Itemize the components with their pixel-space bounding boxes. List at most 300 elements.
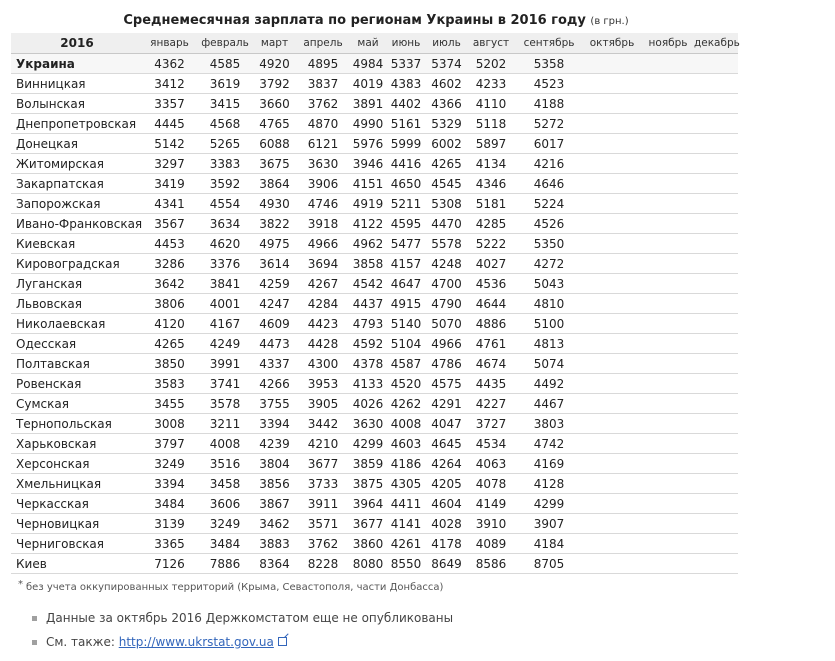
salary-cell [582,414,642,434]
salary-cell: 4810 [516,294,582,314]
salary-cell [642,334,694,354]
salary-cell: 3442 [295,414,351,434]
salary-cell: 5265 [196,134,254,154]
salary-cell: 4133 [351,374,385,394]
region-name: Львовская [11,294,143,314]
salary-cell: 3614 [254,254,295,274]
salary-cell: 3803 [516,414,582,434]
month-header: октябрь [582,33,642,54]
salary-cell: 7126 [143,554,196,574]
salary-cell [582,54,642,74]
month-header: июль [427,33,466,54]
salary-cell: 8705 [516,554,582,574]
salary-cell: 4966 [427,334,466,354]
salary-cell: 4026 [351,394,385,414]
salary-cell: 5181 [466,194,516,214]
salary-cell: 4261 [385,534,427,554]
month-header: май [351,33,385,54]
salary-cell: 4008 [196,434,254,454]
salary-cell: 5578 [427,234,466,254]
salary-cell: 4411 [385,494,427,514]
table-row [11,534,738,554]
salary-cell: 3911 [295,494,351,514]
salary-cell [642,294,694,314]
salary-cell: 8649 [427,554,466,574]
salary-cell [642,314,694,334]
salary-cell: 3484 [196,534,254,554]
salary-cell: 4915 [385,294,427,314]
salary-cell: 3297 [143,154,196,174]
salary-cell [694,534,738,554]
salary-cell [694,194,738,214]
salary-cell [642,554,694,574]
salary-cell: 4647 [385,274,427,294]
salary-cell [582,554,642,574]
table-row [11,454,738,474]
salary-cell: 4378 [351,354,385,374]
salary-cell [694,54,738,74]
salary-cell: 3804 [254,454,295,474]
month-header: август [466,33,516,54]
salary-cell [694,334,738,354]
salary-cell: 3850 [143,354,196,374]
region-name: Черновицкая [11,514,143,534]
salary-cell: 5211 [385,194,427,214]
salary-cell: 3412 [143,74,196,94]
salary-cell: 4272 [516,254,582,274]
salary-cell [694,514,738,534]
salary-cell: 3660 [254,94,295,114]
salary-cell: 4157 [385,254,427,274]
table-row [11,114,738,134]
table-row [11,274,738,294]
salary-cell: 4134 [466,154,516,174]
salary-cell: 8228 [295,554,351,574]
salary-cell: 4674 [466,354,516,374]
salary-cell: 3642 [143,274,196,294]
salary-cell: 5477 [385,234,427,254]
salary-cell [694,134,738,154]
ukrstat-link[interactable]: http://www.ukrstat.gov.ua [118,635,274,649]
salary-cell: 5976 [351,134,385,154]
salary-cell: 4078 [466,474,516,494]
salary-cell: 3458 [196,474,254,494]
salary-cell: 8586 [466,554,516,574]
salary-cell [694,394,738,414]
salary-cell [642,274,694,294]
salary-cell: 4027 [466,254,516,274]
salary-cell: 4962 [351,234,385,254]
salary-cell: 4267 [295,274,351,294]
list-item [30,630,453,654]
region-name: Полтавская [11,354,143,374]
salary-cell [642,54,694,74]
salary-cell: 3376 [196,254,254,274]
table-row [11,294,738,314]
salary-cell: 4249 [196,334,254,354]
table-row [11,134,738,154]
table-row [11,314,738,334]
salary-cell: 3484 [143,494,196,514]
salary-cell: 4470 [427,214,466,234]
salary-cell [694,374,738,394]
salary-cell: 4259 [254,274,295,294]
salary-cell: 4265 [427,154,466,174]
region-name: Ивано-Франковская [11,214,143,234]
salary-cell: 4786 [427,354,466,374]
salary-cell: 4523 [516,74,582,94]
table-row [11,354,738,374]
salary-cell: 3991 [196,354,254,374]
list-item [30,606,453,630]
salary-cell: 4089 [466,534,516,554]
salary-cell: 4167 [196,314,254,334]
salary-cell: 4492 [516,374,582,394]
salary-cell: 5272 [516,114,582,134]
salary-cell [582,154,642,174]
salary-cell [694,314,738,334]
salary-cell [694,454,738,474]
salary-cell [694,354,738,374]
month-header: ноябрь [642,33,694,54]
salary-cell [582,294,642,314]
salary-cell [694,274,738,294]
region-name: Ровенская [11,374,143,394]
salary-cell: 3860 [351,534,385,554]
salary-cell: 3592 [196,174,254,194]
salary-cell [582,514,642,534]
title-unit: (в грн.) [590,16,629,27]
salary-cell: 3365 [143,534,196,554]
salary-cell: 4266 [254,374,295,394]
salary-cell: 4216 [516,154,582,174]
table-row [11,254,738,274]
region-name: Черкасская [11,494,143,514]
salary-cell: 4149 [466,494,516,514]
salary-cell: 4975 [254,234,295,254]
salary-cell: 4337 [254,354,295,374]
salary-cell: 4435 [466,374,516,394]
salary-cell [582,454,642,474]
salary-cell: 3383 [196,154,254,174]
region-name: Хмельницкая [11,474,143,494]
salary-cell [582,254,642,274]
salary-cell: 5074 [516,354,582,374]
salary-cell: 6017 [516,134,582,154]
salary-cell [582,374,642,394]
salary-cell: 4239 [254,434,295,454]
salary-cell: 4141 [385,514,427,534]
table-row [11,414,738,434]
salary-cell: 4184 [516,534,582,554]
salary-cell: 4473 [254,334,295,354]
salary-cell: 3249 [196,514,254,534]
month-header: февраль [196,33,254,54]
see-also-label: См. также: [46,635,115,649]
salary-cell [582,474,642,494]
salary-cell: 4227 [466,394,516,414]
salary-cell: 3462 [254,514,295,534]
salary-cell [582,274,642,294]
salary-cell: 4186 [385,454,427,474]
salary-cell: 4644 [466,294,516,314]
salary-cell [642,214,694,234]
table-row [11,154,738,174]
salary-cell: 3606 [196,494,254,514]
region-name: Киев [11,554,143,574]
salary-cell [694,554,738,574]
year-header: 2016 [11,33,143,54]
salary-cell: 4028 [427,514,466,534]
salary-cell [582,74,642,94]
salary-cell: 4609 [254,314,295,334]
salary-cell: 3567 [143,214,196,234]
salary-cell: 6002 [427,134,466,154]
region-name: Одесская [11,334,143,354]
salary-cell: 4746 [295,194,351,214]
salary-cell: 4248 [427,254,466,274]
salary-cell: 8364 [254,554,295,574]
header-row [11,33,738,54]
table-title [0,13,752,28]
salary-cell: 3677 [295,454,351,474]
salary-cell [694,174,738,194]
salary-cell [694,474,738,494]
salary-cell [642,374,694,394]
region-name: Винницкая [11,74,143,94]
salary-cell [642,434,694,454]
salary-cell: 4587 [385,354,427,374]
salary-cell [642,234,694,254]
salary-cell: 4285 [466,214,516,234]
salary-cell: 4886 [466,314,516,334]
region-name: Донецкая [11,134,143,154]
salary-cell: 4870 [295,114,351,134]
salary-cell: 4416 [385,154,427,174]
month-header: апрель [295,33,351,54]
salary-cell: 3677 [351,514,385,534]
salary-cell [694,154,738,174]
salary-cell: 4595 [385,214,427,234]
salary-cell: 4790 [427,294,466,314]
salary-cell: 4585 [196,54,254,74]
month-header: декабрь [694,33,738,54]
region-name: Луганская [11,274,143,294]
salary-cell [582,114,642,134]
table-row [11,334,738,354]
salary-cell: 3762 [295,94,351,114]
table-row [11,74,738,94]
salary-cell: 4990 [351,114,385,134]
salary-cell: 4151 [351,174,385,194]
salary-cell [694,214,738,234]
salary-cell: 4919 [351,194,385,214]
table-row [11,554,738,574]
salary-cell: 4428 [295,334,351,354]
salary-cell: 4008 [385,414,427,434]
salary-cell: 5350 [516,234,582,254]
salary-cell: 3619 [196,74,254,94]
salary-cell: 4299 [516,494,582,514]
title-text: Среднемесячная зарплата по регионам Украины в 2016 году [123,13,586,28]
external-link-icon [278,637,287,646]
salary-cell: 4300 [295,354,351,374]
salary-cell [642,414,694,434]
salary-cell: 3762 [295,534,351,554]
region-name: Тернопольская [11,414,143,434]
month-header: март [254,33,295,54]
salary-cell: 4341 [143,194,196,214]
salary-cell: 4122 [351,214,385,234]
salary-cell: 4568 [196,114,254,134]
salary-cell [642,74,694,94]
salary-cell [642,354,694,374]
salary-cell: 3841 [196,274,254,294]
table-row [11,174,738,194]
region-name: Кировоградская [11,254,143,274]
salary-cell: 3864 [254,174,295,194]
salary-cell: 4291 [427,394,466,414]
salary-cell: 4920 [254,54,295,74]
salary-cell: 4700 [427,274,466,294]
salary-cell: 4793 [351,314,385,334]
salary-cell: 3249 [143,454,196,474]
salary-cell: 4383 [385,74,427,94]
salary-cell: 3883 [254,534,295,554]
salary-cell: 5999 [385,134,427,154]
salary-cell: 3856 [254,474,295,494]
salary-cell: 4813 [516,334,582,354]
salary-cell: 4520 [385,374,427,394]
salary-cell: 6121 [295,134,351,154]
region-name: Николаевская [11,314,143,334]
salary-cell: 4646 [516,174,582,194]
salary-cell: 4188 [516,94,582,114]
salary-cell: 5142 [143,134,196,154]
salary-cell: 8550 [385,554,427,574]
salary-cell: 5140 [385,314,427,334]
salary-cell: 3455 [143,394,196,414]
salary-cell: 5104 [385,334,427,354]
table-row [11,94,738,114]
salary-cell: 3741 [196,374,254,394]
region-name: Волынская [11,94,143,114]
salary-cell: 4110 [466,94,516,114]
salary-cell: 4346 [466,174,516,194]
salary-cell: 4895 [295,54,351,74]
salary-cell: 4366 [427,94,466,114]
salary-cell: 5100 [516,314,582,334]
salary-cell: 4047 [427,414,466,434]
salary-cell: 4120 [143,314,196,334]
salary-cell: 5374 [427,54,466,74]
salary-cell: 8080 [351,554,385,574]
month-header: январь [143,33,196,54]
salary-cell: 3694 [295,254,351,274]
table-row [11,494,738,514]
region-name: Харьковская [11,434,143,454]
salary-cell: 4742 [516,434,582,454]
salary-cell: 3571 [295,514,351,534]
salary-cell: 4966 [295,234,351,254]
salary-cell: 3211 [196,414,254,434]
salary-cell: 4063 [466,454,516,474]
salary-cell: 4264 [427,454,466,474]
salary-cell: 3806 [143,294,196,314]
salary-cell: 4305 [385,474,427,494]
salary-cell [582,134,642,154]
salary-cell: 3008 [143,414,196,434]
salary-cell: 3727 [466,414,516,434]
footnote-marker: * [18,579,23,590]
salary-cell: 5897 [466,134,516,154]
salary-cell: 4545 [427,174,466,194]
notes-list [30,606,453,654]
salary-cell [582,334,642,354]
salary-cell [642,174,694,194]
salary-cell: 5358 [516,54,582,74]
salary-cell: 4604 [427,494,466,514]
table-row [11,514,738,534]
salary-cell [694,94,738,114]
salary-cell [694,414,738,434]
salary-cell: 3357 [143,94,196,114]
salary-cell: 4299 [351,434,385,454]
salary-cell: 4536 [466,274,516,294]
salary-cell [694,234,738,254]
salary-cell [582,194,642,214]
table-row [11,434,738,454]
salary-cell: 4265 [143,334,196,354]
salary-cell: 5070 [427,314,466,334]
salary-cell [694,494,738,514]
salary-cell: 3630 [295,154,351,174]
salary-cell: 3964 [351,494,385,514]
region-name: Закарпатская [11,174,143,194]
salary-cell: 4001 [196,294,254,314]
table-body [11,54,738,574]
salary-cell: 5118 [466,114,516,134]
salary-cell: 4765 [254,114,295,134]
salary-cell: 3139 [143,514,196,534]
salary-cell: 3415 [196,94,254,114]
salary-cell [582,94,642,114]
salary-cell: 3583 [143,374,196,394]
salary-cell: 4453 [143,234,196,254]
salary-cell [582,534,642,554]
salary-cell [642,534,694,554]
salary-cell [694,74,738,94]
salary-cell: 4467 [516,394,582,414]
salary-cell: 4205 [427,474,466,494]
salary-cell [642,194,694,214]
salary-cell: 4984 [351,54,385,74]
salary-cell: 4284 [295,294,351,314]
salary-cell: 3906 [295,174,351,194]
salary-cell [582,214,642,234]
salary-cell [694,434,738,454]
salary-cell [582,234,642,254]
salary-cell: 4650 [385,174,427,194]
salary-cell: 3792 [254,74,295,94]
salary-cell: 3286 [143,254,196,274]
salary-cell: 3419 [143,174,196,194]
table-row [11,54,738,74]
salary-cell: 4178 [427,534,466,554]
salary-cell [694,294,738,314]
salary-cell: 3630 [351,414,385,434]
salary-cell: 4210 [295,434,351,454]
